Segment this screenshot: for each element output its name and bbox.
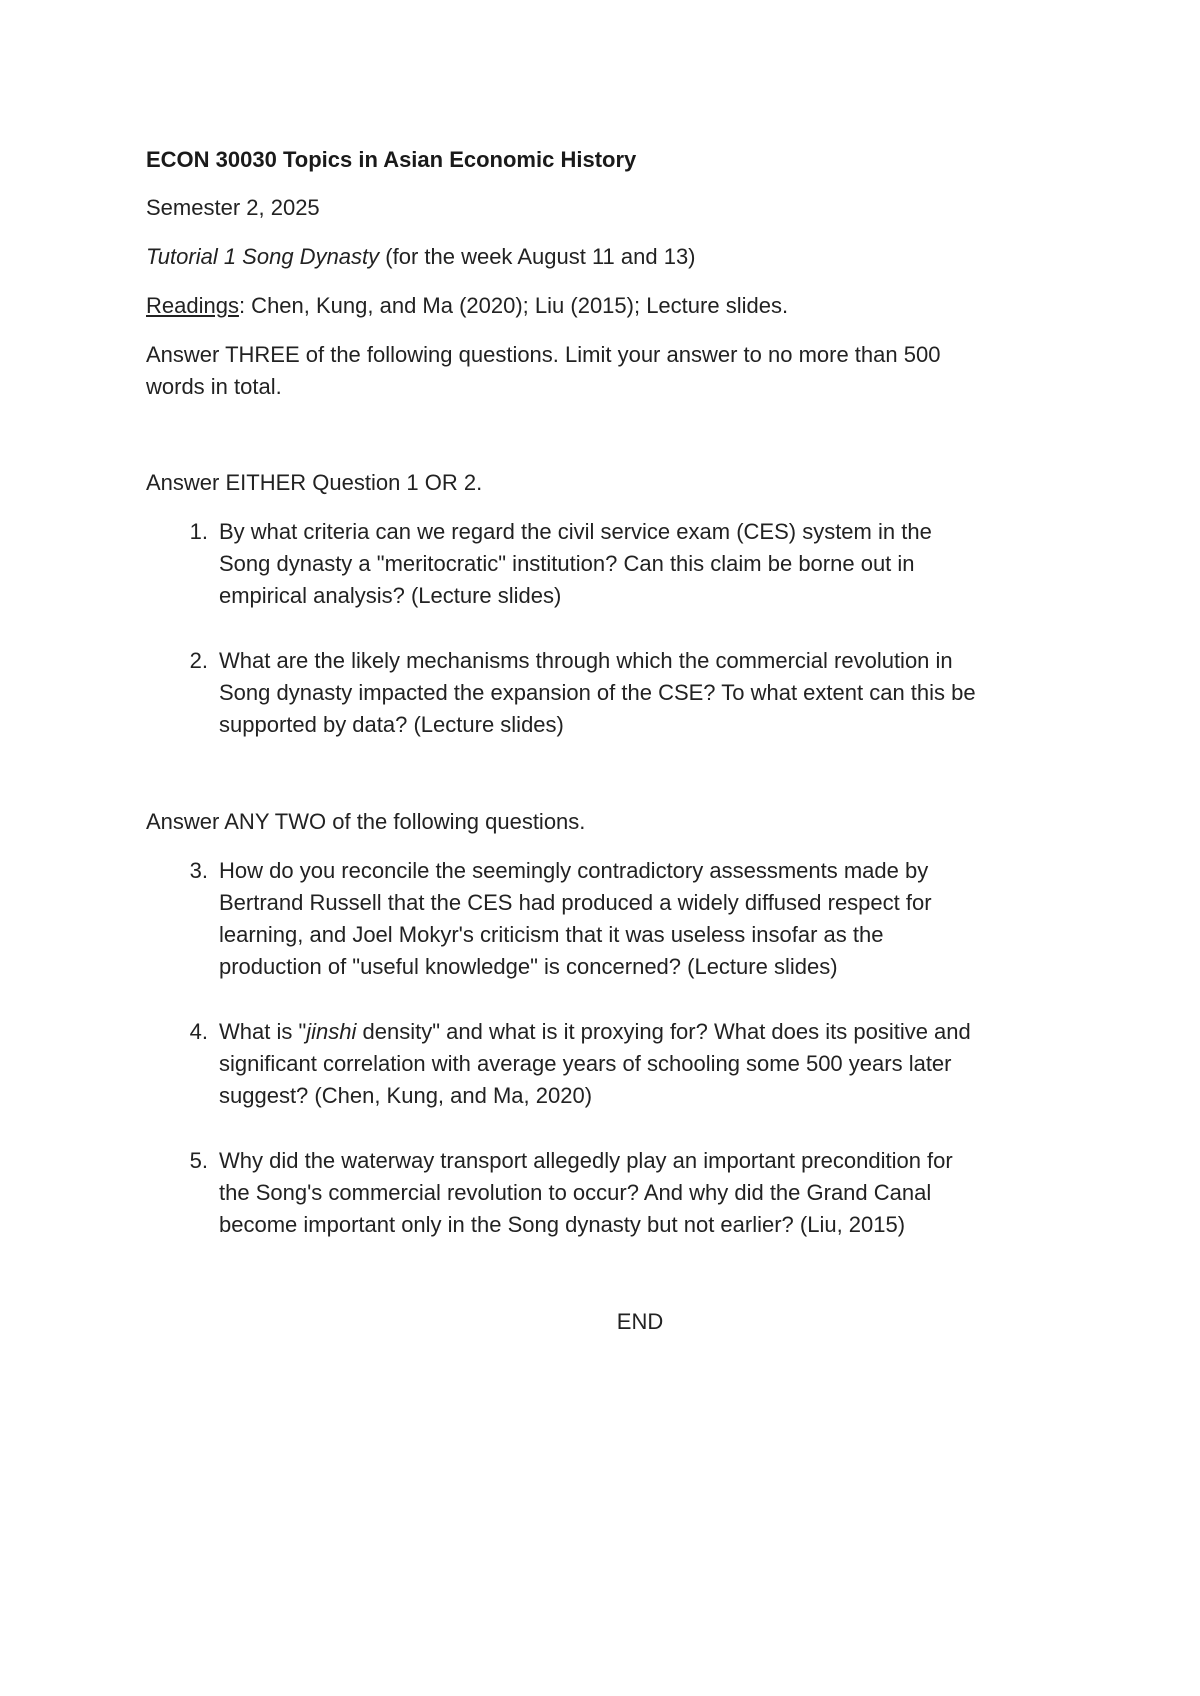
end-marker: END [616,1309,664,1334]
instructions-line-2: words in total. [146,374,282,399]
question-5-line: Why did the waterway transport allegedly play an important precondition for [219,1148,953,1173]
question-4-line-pre: What is " [219,1019,307,1044]
readings-text: : Chen, Kung, and Ma (2020); Liu (2015); Lecture slides. [238,293,789,318]
question-3-text [219,855,1069,983]
tutorial-week: (for the week August 11 and 13) [379,244,696,269]
question-3-number: 3. [189,858,208,883]
question-5-text [219,1145,1069,1241]
question-2-line: Song dynasty impacted the expansion of the CSE? To what extent can this be [219,680,976,705]
section2-heading: Answer ANY TWO of the following questions. [146,809,586,834]
question-1-line: Song dynasty a "meritocratic" institution? Can this claim be borne out in [219,551,915,576]
readings-label: Readings [146,293,239,318]
section1-heading: Answer EITHER Question 1 OR 2. [146,470,483,495]
question-5-line: the Song's commercial revolution to occur? And why did the Grand Canal [219,1180,932,1205]
readings-line [146,290,788,322]
question-2-number: 2. [189,648,208,673]
question-5-number: 5. [189,1148,208,1173]
question-3-line: learning, and Joel Mokyr's criticism that it was useless insofar as the [219,922,884,947]
question-3-line: How do you reconcile the seemingly contradictory assessments made by [219,858,929,883]
question-2-text [219,645,1069,741]
question-4-line [219,1016,1069,1048]
question-4-line: suggest? (Chen, Kung, and Ma, 2020) [219,1083,593,1108]
question-4-number: 4. [189,1019,208,1044]
tutorial-line [146,241,696,273]
question-4-line-post: density" and what is it proxying for? What does its positive and [356,1019,971,1044]
question-5-line: become important only in the Song dynasty but not earlier? (Liu, 2015) [219,1212,906,1237]
question-3-line: Bertrand Russell that the CES had produced a widely diffused respect for [219,890,932,915]
jinshi-term: jinshi [306,1019,357,1044]
semester: Semester 2, 2025 [146,195,320,220]
question-4-line: significant correlation with average years of schooling some 500 years later [219,1051,952,1076]
question-2-line: What are the likely mechanisms through which the commercial revolution in [219,648,953,673]
question-2-line: supported by data? (Lecture slides) [219,712,564,737]
question-1-line: empirical analysis? (Lecture slides) [219,583,562,608]
question-3-line: production of "useful knowledge" is concerned? (Lecture slides) [219,954,838,979]
course-title: ECON 30030 Topics in Asian Economic History [146,147,637,172]
question-1-line: By what criteria can we regard the civil service exam (CES) system in the [219,519,932,544]
question-1-text [219,516,1069,612]
instructions-line-1: Answer THREE of the following questions. Limit your answer to no more than 500 [146,342,941,367]
tutorial-title: Tutorial 1 Song Dynasty [146,244,380,269]
question-1-number: 1. [189,519,208,544]
question-4-text [219,1016,1069,1112]
